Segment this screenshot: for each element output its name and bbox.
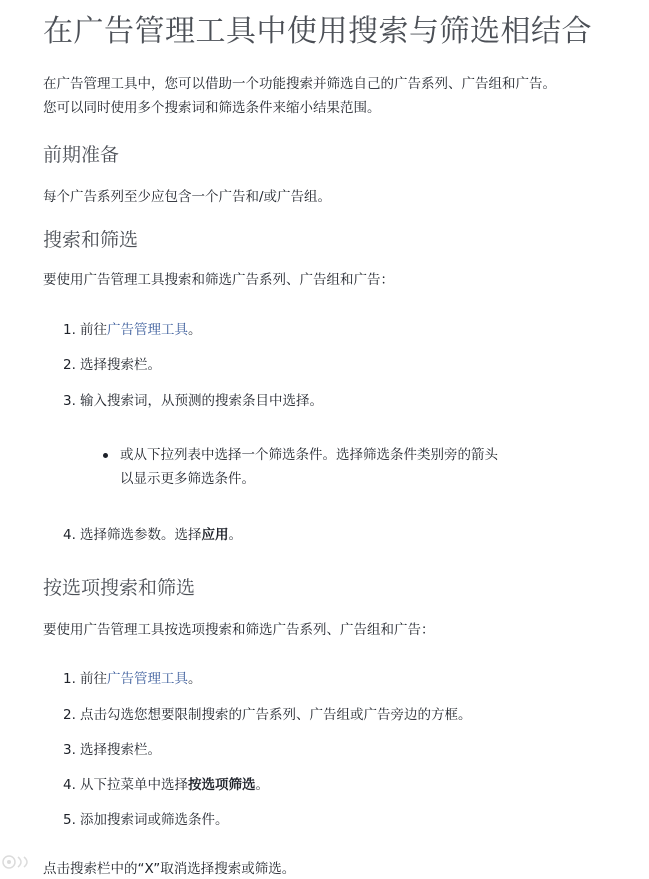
search-step-1: 1. 前往广告管理工具。	[63, 322, 202, 338]
select-step-4: 4. 从下拉菜单中选择按选项筛选。	[63, 777, 269, 793]
filter-by-selection-strong: 按选项筛选	[188, 777, 256, 793]
select-step-2: 2. 点击勾选您想要限制搜索的广告系列、广告组或广告旁边的方框。	[63, 707, 472, 723]
step-number: 3.	[63, 393, 76, 409]
apply-strong: 应用	[201, 527, 229, 543]
bullet-line-2: 以显示更多筛选条件。	[120, 471, 255, 487]
section-heading-select: 按选项搜索和筛选	[43, 577, 196, 599]
prereq-text: 每个广告系列至少应包含一个广告和/或广告组。	[43, 189, 332, 205]
search-step-3: 3. 输入搜索词，从预测的搜索条目中选择。	[63, 393, 323, 409]
bullet-line-1: 或从下拉列表中选择一个筛选条件。选择筛选条件类别旁的箭头	[120, 447, 498, 463]
page-title: 在广告管理工具中使用搜索与筛选相结合	[43, 14, 592, 49]
ads-manager-link[interactable]: 广告管理工具	[107, 322, 188, 338]
select-step-5: 5. 添加搜索词或筛选条件。	[63, 812, 229, 828]
intro-line-1: 在广告管理工具中，您可以借助一个功能搜索并筛选自己的广告系列、广告组和广告。	[43, 76, 556, 92]
section-heading-prereq: 前期准备	[43, 144, 120, 166]
ads-manager-link[interactable]: 广告管理工具	[107, 671, 188, 687]
select-step-3: 3. 选择搜索栏。	[63, 742, 161, 758]
step-number: 2.	[63, 357, 76, 373]
step-number: 2.	[63, 707, 76, 723]
step-number: 4.	[63, 527, 76, 543]
search-lead: 要使用广告管理工具搜索和筛选广告系列、广告组和广告：	[43, 272, 394, 288]
search-step-2: 2. 选择搜索栏。	[63, 357, 161, 373]
step-number: 5.	[63, 812, 76, 828]
step-number: 1.	[63, 671, 76, 687]
select-step-1: 1. 前往广告管理工具。	[63, 671, 202, 687]
intro-line-2: 您可以同时使用多个搜索词和筛选条件来缩小结果范围。	[43, 100, 381, 116]
watermark-logo-icon	[0, 851, 40, 873]
step-number: 3.	[63, 742, 76, 758]
bullet-dot-icon	[103, 453, 108, 458]
footer-note: 点击搜索栏中的“X”取消选择搜索或筛选。	[43, 861, 296, 877]
select-lead: 要使用广告管理工具按选项搜索和筛选广告系列、广告组和广告：	[43, 622, 435, 638]
step-number: 1.	[63, 322, 76, 338]
section-heading-search: 搜索和筛选	[43, 229, 139, 251]
search-step-4: 4. 选择筛选参数。选择应用。	[63, 527, 242, 543]
intro-paragraph	[43, 72, 643, 120]
step-number: 4.	[63, 777, 76, 793]
